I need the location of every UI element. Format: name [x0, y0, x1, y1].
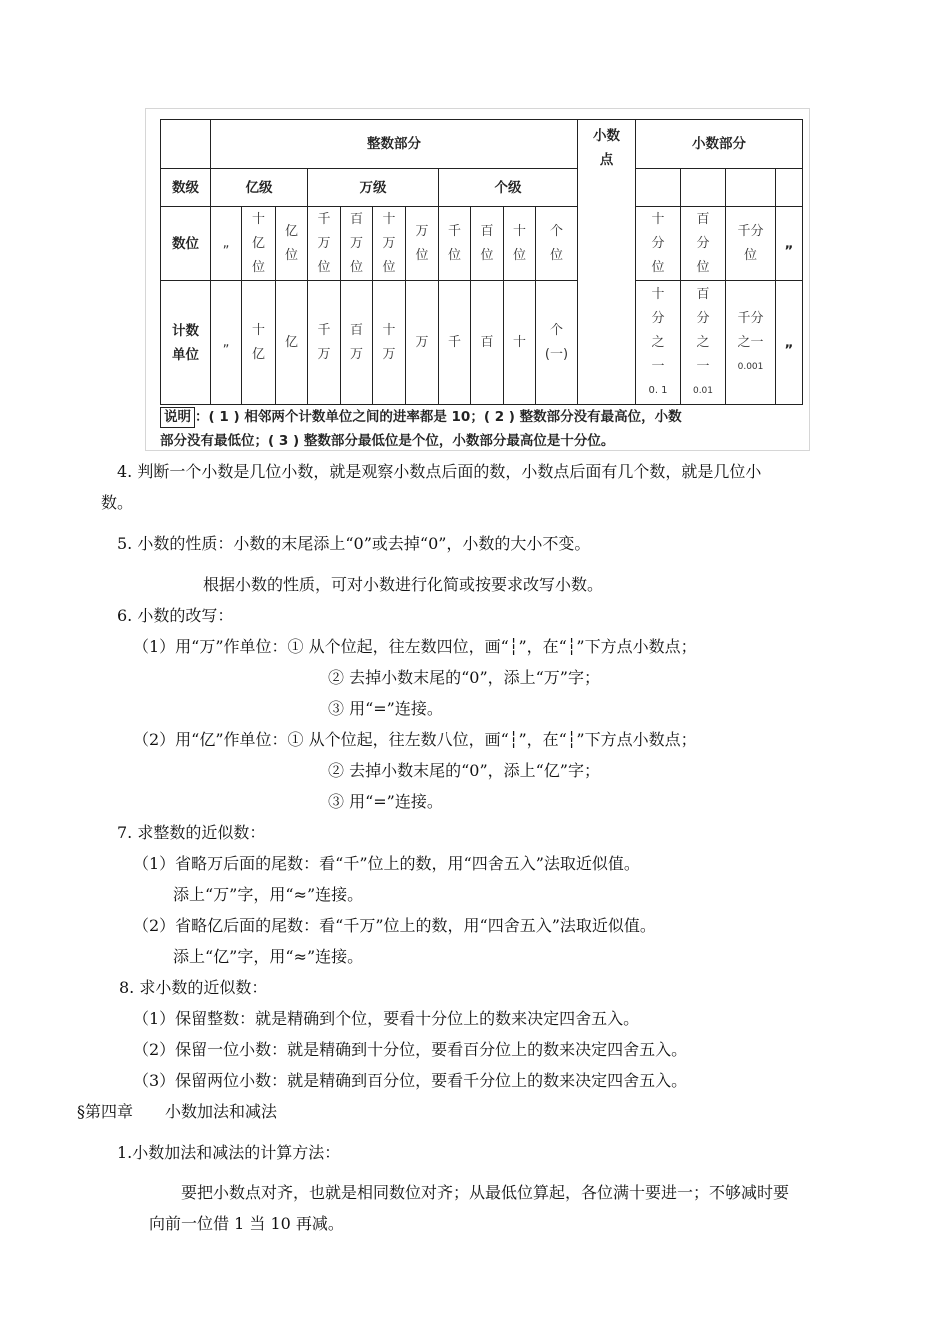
- place-cell: 十 位: [504, 207, 536, 281]
- unit-cell: 十 万: [373, 281, 406, 405]
- table-note: [160, 405, 806, 453]
- ellipsis: „: [211, 207, 242, 281]
- item-8-2: （2）保留一位小数：就是精确到十分位，要看百分位上的数来决定四舍五入。: [133, 1040, 688, 1059]
- level-ge: 个级: [439, 169, 578, 207]
- place-cell: 万 位: [406, 207, 439, 281]
- item-5-note: 根据小数的性质，可对小数进行化简或按要求改写小数。: [203, 575, 604, 594]
- unit-cell: 亿: [276, 281, 308, 405]
- note-line-2: 部分没有最低位；( 3 ) 整数部分最低位是个位，小数部分最高位是十分位。: [160, 433, 615, 449]
- unit-cell: 十 亿: [242, 281, 276, 405]
- item-5: 5. 小数的性质：小数的末尾添上“0”或去掉“0”，小数的大小不变。: [117, 534, 591, 553]
- item-8-title: 8. 求小数的近似数：: [119, 978, 268, 997]
- row-label-level: 数级: [161, 169, 211, 207]
- note-line-1: ：( 1 ) 相邻两个计数单位之间的进率都是 10；( 2 ) 整数部分没有最高位，小数: [195, 409, 682, 425]
- decimal-place-cell: 百 分 位: [681, 207, 726, 281]
- level-yi: 亿级: [211, 169, 308, 207]
- place-cell: 百 位: [471, 207, 504, 281]
- ellipsis: „: [776, 207, 803, 281]
- item-6-1-step-2: ② 去掉小数末尾的“0”，添上“万”字；: [328, 668, 600, 687]
- decimal-level-cell: [776, 169, 803, 207]
- item-6-2-step-1: （2）用“亿”作单位：① 从个位起，往左数八位，画“┆”，在“┆”下方点小数点；: [133, 730, 697, 749]
- item-8-1: （1）保留整数：就是精确到个位，要看十分位上的数来决定四舍五入。: [133, 1009, 640, 1028]
- item-7-2-cont: 添上“亿”字，用“≈”连接。: [173, 947, 364, 966]
- ellipsis: „: [776, 281, 803, 405]
- chapter-4-heading: §第四章 小数加法和减法: [77, 1102, 278, 1121]
- unit-cell: 百: [471, 281, 504, 405]
- unit-cell: 千 万: [308, 281, 341, 405]
- ch4-item-1-title: 1.小数加法和减法的计算方法：: [117, 1143, 341, 1162]
- item-6-1-step-1: （1）用“万”作单位：① 从个位起，往左数四位，画“┆”，在“┆”下方点小数点；: [133, 637, 697, 656]
- decimal-level-cell: [726, 169, 776, 207]
- decimal-place-cell: 十 分 位: [636, 207, 681, 281]
- integer-part-header: 整数部分: [211, 120, 578, 169]
- place-cell: 百 万 位: [341, 207, 373, 281]
- row-label-place: 数位: [161, 207, 211, 281]
- item-4-line-1: 4. 判断一个小数是几位小数，就是观察小数点后面的数，小数点后面有几个数，就是几位小: [117, 462, 762, 481]
- item-6-2-step-3: ③ 用“=”连接。: [328, 792, 443, 811]
- unit-cell: 个 (一): [536, 281, 578, 405]
- decimal-unit-cell: 百 分 之 一 0.01: [681, 281, 726, 405]
- item-6-2-step-2: ② 去掉小数末尾的“0”，添上“亿”字；: [328, 761, 600, 780]
- unit-cell: 百 万: [341, 281, 373, 405]
- decimal-point-header: 小数 点: [578, 120, 636, 405]
- unit-cell: 千: [439, 281, 471, 405]
- row-label-unit: 计数 单位: [161, 281, 211, 405]
- item-7-1-cont: 添上“万”字，用“≈”连接。: [173, 885, 364, 904]
- item-7-1: （1）省略万后面的尾数：看“千”位上的数，用“四舍五入”法取近似值。: [133, 854, 640, 873]
- ch4-item-1-line-2: 向前一位借 1 当 10 再减。: [149, 1214, 344, 1233]
- decimal-level-cell: [681, 169, 726, 207]
- decimal-unit-cell: 十 分 之 一 0. 1: [636, 281, 681, 405]
- place-cell: 十 亿 位: [242, 207, 276, 281]
- unit-cell: 万: [406, 281, 439, 405]
- decimal-unit-cell: 千分 之一 0.001: [726, 281, 776, 405]
- ellipsis: „: [211, 281, 242, 405]
- item-6-title: 6. 小数的改写：: [117, 606, 234, 625]
- place-cell: 十 万 位: [373, 207, 406, 281]
- item-7-title: 7. 求整数的近似数：: [117, 823, 266, 842]
- item-7-2: （2）省略亿后面的尾数：看“千万”位上的数，用“四舍五入”法取近似值。: [133, 916, 656, 935]
- item-4-line-2: 数。: [101, 493, 134, 512]
- corner-cell: [161, 120, 211, 169]
- level-wan: 万级: [308, 169, 439, 207]
- ch4-item-1-line-1: 要把小数点对齐，也就是相同数位对齐；从最低位算起，各位满十要进一；不够减时要: [181, 1183, 790, 1202]
- decimal-level-cell: [636, 169, 681, 207]
- decimal-part-header: 小数部分: [636, 120, 803, 169]
- item-6-1-step-3: ③ 用“=”连接。: [328, 699, 443, 718]
- place-cell: 千 位: [439, 207, 471, 281]
- note-label: 说明: [160, 407, 195, 428]
- decimal-place-cell: 千分 位: [726, 207, 776, 281]
- unit-cell: 十: [504, 281, 536, 405]
- place-value-table-image: [145, 108, 810, 451]
- place-value-table: [160, 119, 803, 405]
- place-cell: 亿 位: [276, 207, 308, 281]
- item-8-3: （3）保留两位小数：就是精确到百分位，要看千分位上的数来决定四舍五入。: [133, 1071, 688, 1090]
- place-cell: 个 位: [536, 207, 578, 281]
- place-cell: 千 万 位: [308, 207, 341, 281]
